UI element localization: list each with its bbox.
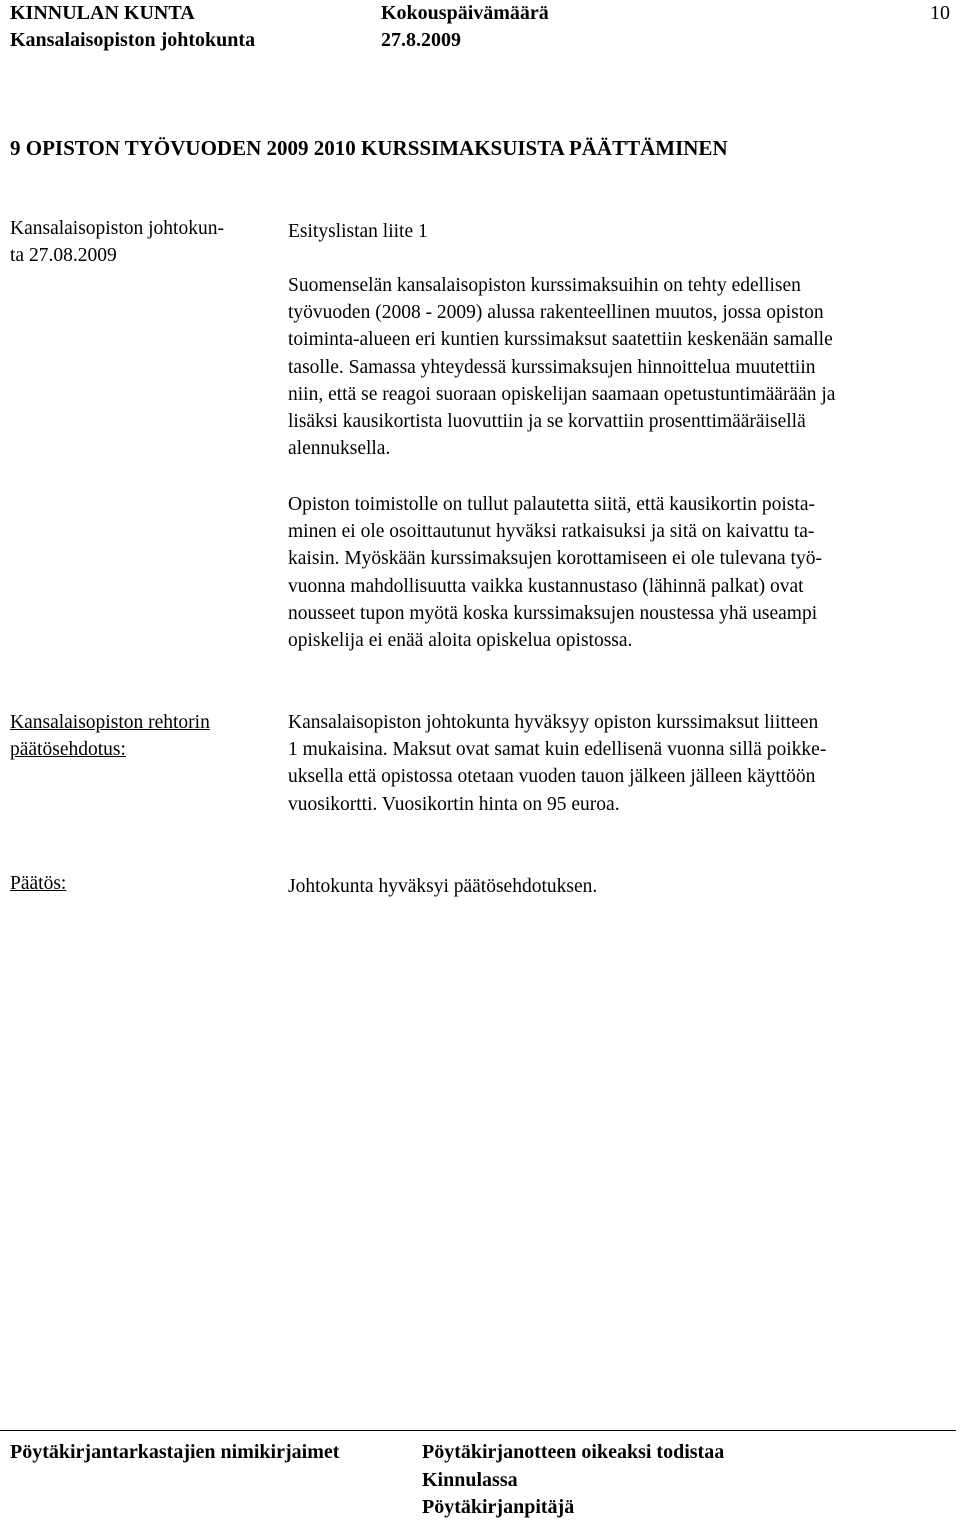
paragraph-2: [288, 491, 956, 654]
attachment-reference: [288, 218, 956, 245]
paragraph-line: toiminta-alueen eri kuntien kurssimaksut saatettiin keskenään samalle: [288, 329, 833, 351]
header-meeting-date: 27.8.2009: [381, 29, 461, 51]
footer-secretary-label: Pöytäkirjanpitäjä: [422, 1496, 575, 1518]
proposal-text: [288, 709, 956, 818]
footer-initials-label: Pöytäkirjantarkastajien nimikirjaimet: [10, 1441, 340, 1463]
paragraph-line: kaisin. Myöskään kurssimaksujen korottamiseen ei ole tulevana työ-: [288, 548, 822, 570]
paragraph-line: opiskelija ei enää aloita opiskelua opistossa.: [288, 630, 633, 652]
paragraph-line: Suomenselän kansalaisopiston kurssimaksuihin on tehty edellisen: [288, 275, 801, 296]
proposal-line: uksella että opistossa otetaan vuoden tauon jälkeen jälleen käyttöön: [288, 766, 816, 788]
paragraph-1: [288, 272, 956, 462]
paragraph-line: tasolle. Samassa yhteydessä kurssimaksujen hinnoittelua muutettiin: [288, 356, 816, 378]
header-date-label: Kokouspäivämäärä: [381, 2, 549, 24]
paragraph-line: niin, että se reagoi suoraan opiskelijan saamaan opetustuntimäärään ja: [288, 383, 836, 405]
paragraph-line: minen ei ole osoittautunut hyväksi ratkaisuksi ja sitä on kaivattu ta-: [288, 521, 815, 543]
header-organization: KINNULAN KUNTA: [10, 2, 195, 24]
proposal-line: 1 mukaisina. Maksut ovat samat kuin edellisenä vuonna sillä poikke-: [288, 739, 827, 761]
footer-place: Kinnulassa: [422, 1469, 518, 1491]
header-body-name: Kansalaisopiston johtokunta: [10, 29, 256, 51]
footer-certification-label: Pöytäkirjanotteen oikeaksi todistaa: [422, 1441, 725, 1463]
proposal-line: vuosikortti. Vuosikortin hinta on 95 euroa.: [288, 793, 620, 815]
proposal-label: [10, 709, 210, 763]
left-meta-line-1: Kansalaisopiston johtokun-: [10, 218, 224, 239]
decision-line: Johtokunta hyväksyi päätösehdotuksen.: [288, 876, 598, 897]
page-number: 10: [930, 2, 950, 24]
paragraph-line: lisäksi kausikortista luovuttiin ja se korvattiin prosenttimääräisellä: [288, 411, 806, 433]
section-title: 9 OPISTON TYÖVUODEN 2009 2010 KURSSIMAKSUISTA PÄÄTTÄMINEN: [10, 136, 728, 160]
proposal-label-line-1: Kansalaisopiston rehtorin: [10, 712, 210, 733]
paragraph-line: alennuksella.: [288, 438, 391, 460]
left-meta-line-2: ta 27.08.2009: [10, 245, 117, 266]
proposal-label-line-2: päätösehdotus:: [10, 739, 126, 761]
footer-divider: [0, 1430, 956, 1431]
paragraph-line: Opiston toimistolle on tullut palautetta siitä, että kausikortin poista-: [288, 494, 815, 515]
proposal-line: Kansalaisopiston johtokunta hyväksyy opiston kurssimaksut liitteen: [288, 712, 819, 733]
decision-label: Päätös:: [10, 873, 67, 894]
attachment-reference-text: Esityslistan liite 1: [288, 221, 428, 242]
paragraph-line: työvuoden (2008 - 2009) alussa rakenteellinen muutos, jossa opiston: [288, 302, 824, 324]
paragraph-line: vuonna mahdollisuutta vaikka kustannustaso (lähinnä palkat) ovat: [288, 575, 804, 597]
paragraph-line: nousseet tupon myötä koska kurssimaksujen noustessa yhä useampi: [288, 602, 818, 624]
decision-text: [288, 873, 956, 900]
